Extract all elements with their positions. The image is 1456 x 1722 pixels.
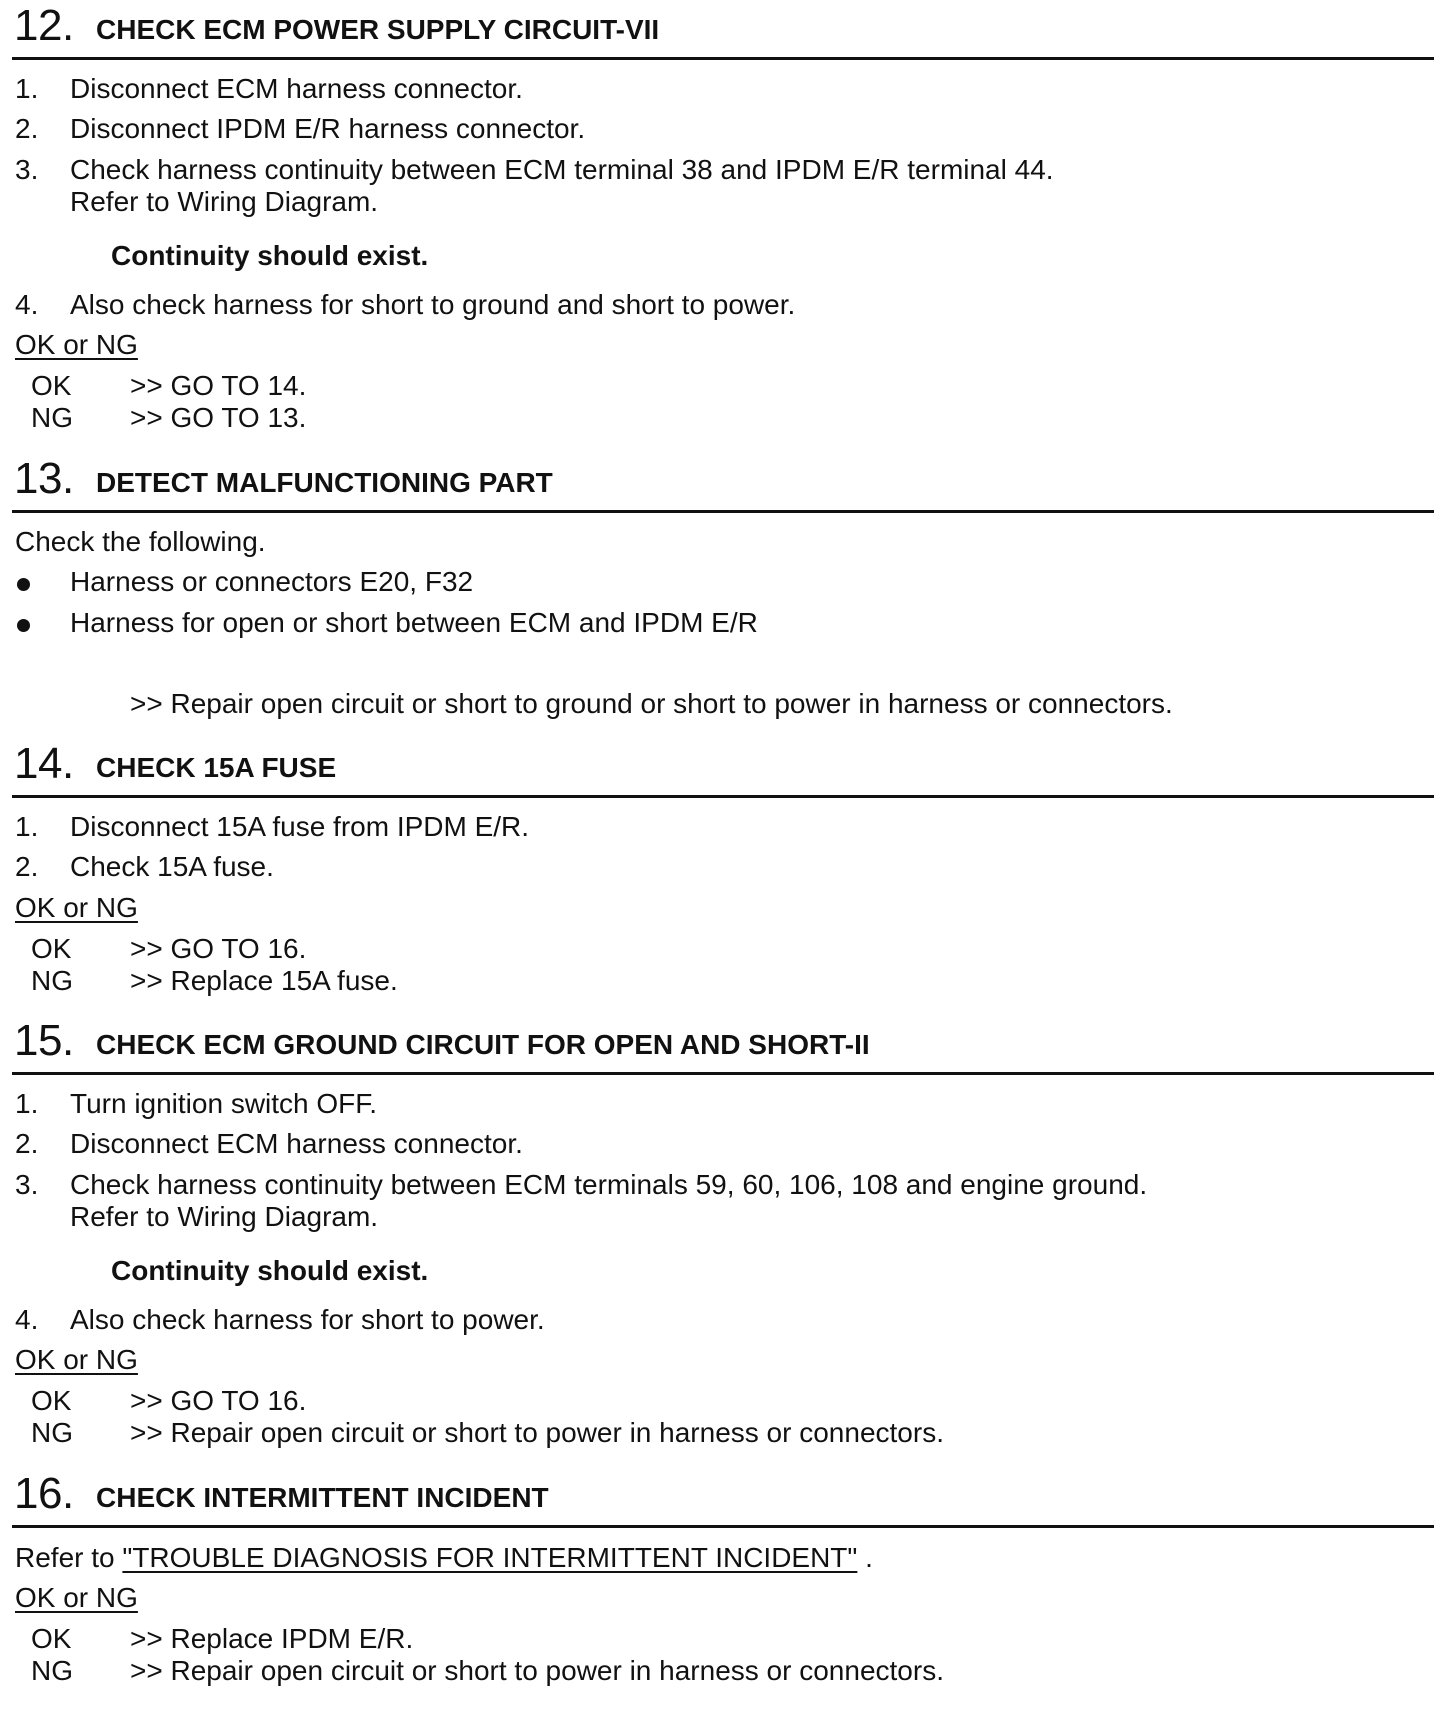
step-text-continued: Refer to Wiring Diagram. (70, 1201, 379, 1232)
step-number: 2. (15, 113, 39, 144)
refer-suffix: . (857, 1542, 873, 1573)
bullet-icon (17, 578, 30, 591)
ok-ng-label: OK or NG (15, 329, 138, 360)
spec-text: Continuity should exist. (111, 240, 429, 271)
bullet-icon (17, 619, 30, 632)
spec-text: Continuity should exist. (111, 1255, 429, 1286)
step-text: Disconnect IPDM E/R harness connector. (70, 113, 586, 144)
step-text-continued: Refer to Wiring Diagram. (70, 186, 379, 217)
step-number: 4. (15, 1304, 39, 1335)
section-13-title: DETECT MALFUNCTIONING PART (96, 467, 553, 498)
section-12-title: CHECK ECM POWER SUPPLY CIRCUIT-VII (96, 14, 660, 45)
section-16-title: CHECK INTERMITTENT INCIDENT (96, 1482, 549, 1513)
ok-ng-label: OK or NG (15, 892, 138, 923)
step-number: 3. (15, 1169, 39, 1200)
result-ng-action: >> Replace 15A fuse. (130, 965, 398, 996)
intro-text: Check the following. (15, 526, 266, 557)
section-14-title: CHECK 15A FUSE (96, 752, 337, 783)
result-ng-action: >> GO TO 13. (130, 402, 307, 433)
step-text: Disconnect ECM harness connector. (70, 1128, 523, 1159)
step-number: 2. (15, 1128, 39, 1159)
section-13-rule (12, 510, 1434, 513)
section-13-header (12, 454, 1434, 513)
section-16-header (12, 1469, 1434, 1528)
section-15-rule (12, 1072, 1434, 1075)
section-16-rule (12, 1525, 1434, 1528)
refer-prefix: Refer to (15, 1542, 123, 1573)
result-ok-action: >> Replace IPDM E/R. (130, 1623, 414, 1654)
section-13-number: 13. (14, 454, 74, 503)
step-number: 1. (15, 811, 39, 842)
result-ok-action: >> GO TO 14. (130, 370, 307, 401)
step-number: 1. (15, 1088, 39, 1119)
step-text: Disconnect ECM harness connector. (70, 73, 523, 104)
result-ng-label: NG (31, 1655, 73, 1686)
step-text: Check harness continuity between ECM terminal 38 and IPDM E/R terminal 44. (70, 154, 1054, 185)
result-ok-action: >> GO TO 16. (130, 933, 307, 964)
step-text: Also check harness for short to ground and short to power. (70, 289, 796, 320)
result-ok-label: OK (31, 1385, 72, 1416)
result-ng-action: >> Repair open circuit or short to power in harness or connectors. (130, 1655, 944, 1686)
section-14-header (12, 739, 1434, 798)
result-ng-action: >> Repair open circuit or short to power in harness or connectors. (130, 1417, 944, 1448)
section-12-number: 12. (14, 1, 74, 50)
section-12-rule (12, 57, 1434, 60)
result-ok-label: OK (31, 370, 72, 401)
step-text: Disconnect 15A fuse from IPDM E/R. (70, 811, 530, 842)
intermittent-incident-link[interactable]: "TROUBLE DIAGNOSIS FOR INTERMITTENT INCIDENT" (122, 1542, 858, 1573)
result-ng-label: NG (31, 965, 73, 996)
section-16-number: 16. (14, 1469, 74, 1518)
refer-line (15, 1544, 873, 1572)
step-text: Check 15A fuse. (70, 851, 274, 882)
ok-ng-label: OK or NG (15, 1582, 138, 1613)
step-number: 1. (15, 73, 39, 104)
section-14-number: 14. (14, 739, 74, 788)
repair-action: >> Repair open circuit or short to ground or short to power in harness or connectors. (130, 688, 1173, 719)
result-ok-label: OK (31, 933, 72, 964)
bullet-text: Harness for open or short between ECM and IPDM E/R (70, 607, 758, 638)
section-15-title: CHECK ECM GROUND CIRCUIT FOR OPEN AND SHORT-II (96, 1029, 870, 1060)
ok-ng-label: OK or NG (15, 1344, 138, 1375)
step-number: 2. (15, 851, 39, 882)
result-ok-label: OK (31, 1623, 72, 1654)
section-14-rule (12, 795, 1434, 798)
result-ok-action: >> GO TO 16. (130, 1385, 307, 1416)
section-12-header (12, 1, 1434, 60)
step-number: 4. (15, 289, 39, 320)
result-ng-label: NG (31, 402, 73, 433)
bullet-text: Harness or connectors E20, F32 (70, 566, 474, 597)
section-15-number: 15. (14, 1016, 74, 1065)
step-number: 3. (15, 154, 39, 185)
step-text: Check harness continuity between ECM terminals 59, 60, 106, 108 and engine ground. (70, 1169, 1148, 1200)
step-text: Also check harness for short to power. (70, 1304, 545, 1335)
section-15-header (12, 1016, 1434, 1075)
result-ng-label: NG (31, 1417, 73, 1448)
step-text: Turn ignition switch OFF. (70, 1088, 378, 1119)
